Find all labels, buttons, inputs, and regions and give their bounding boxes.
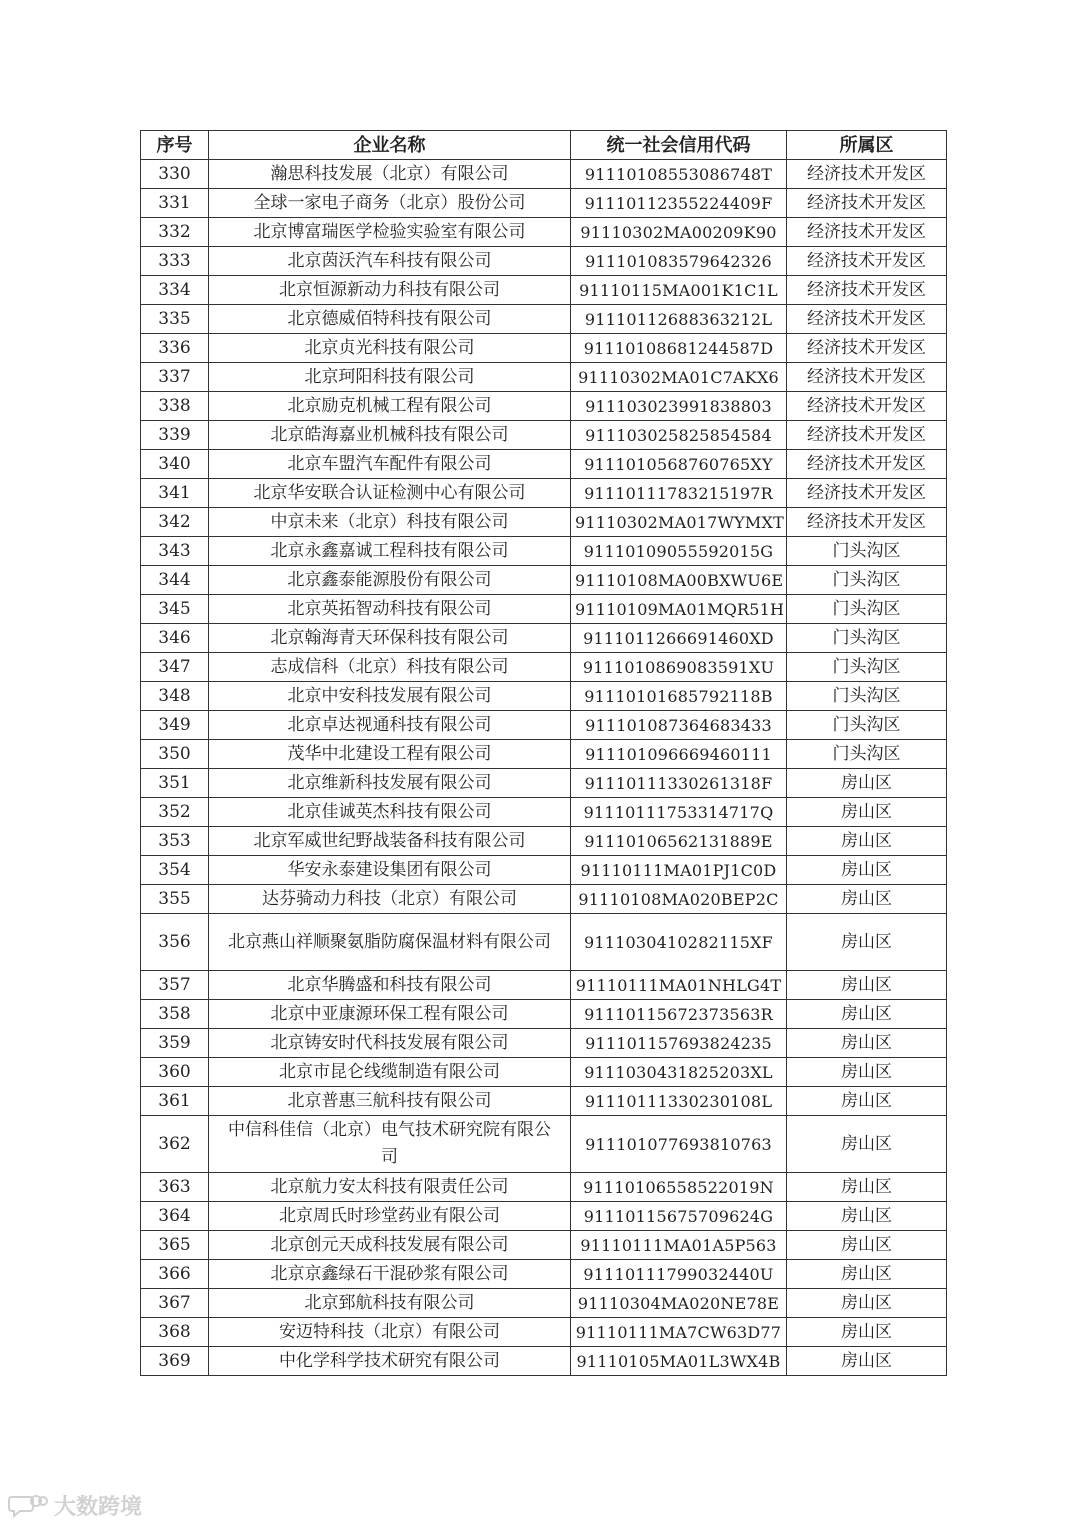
- cell-district: 门头沟区: [787, 653, 947, 682]
- cell-district: 经济技术开发区: [787, 218, 947, 247]
- table-row: [141, 914, 947, 971]
- cell-credit-code: 9111030431825203XL: [571, 1058, 787, 1087]
- cell-district: 经济技术开发区: [787, 160, 947, 189]
- table-row: [141, 798, 947, 827]
- cell-credit-code: 9111030410282115XF: [571, 914, 787, 971]
- header-district: 所属区: [787, 131, 947, 160]
- cell-district: 房山区: [787, 1318, 947, 1347]
- cell-serial: 331: [141, 189, 209, 218]
- cell-district: 门头沟区: [787, 740, 947, 769]
- cell-credit-code: 911101087364683433: [571, 711, 787, 740]
- table-row: [141, 595, 947, 624]
- cell-serial: 359: [141, 1029, 209, 1058]
- cell-serial: 346: [141, 624, 209, 653]
- cell-serial: 341: [141, 479, 209, 508]
- chat-bubble-logo-icon: [8, 1493, 48, 1519]
- table-row: [141, 1173, 947, 1202]
- cell-company-name: 北京华安联合认证检测中心有限公司: [209, 479, 571, 508]
- cell-district: 房山区: [787, 798, 947, 827]
- cell-credit-code: 91110111783215197R: [571, 479, 787, 508]
- cell-company-name: 北京茵沃汽车科技有限公司: [209, 247, 571, 276]
- cell-serial: 338: [141, 392, 209, 421]
- table-row: [141, 566, 947, 595]
- table-row: [141, 537, 947, 566]
- cell-company-name: 北京博富瑞医学检验实验室有限公司: [209, 218, 571, 247]
- cell-district: 经济技术开发区: [787, 479, 947, 508]
- cell-company-name: 北京翰海青天环保科技有限公司: [209, 624, 571, 653]
- cell-serial: 355: [141, 885, 209, 914]
- cell-company-name: 北京车盟汽车配件有限公司: [209, 450, 571, 479]
- cell-district: 房山区: [787, 1029, 947, 1058]
- cell-credit-code: 9111010869083591XU: [571, 653, 787, 682]
- table-row: [141, 1318, 947, 1347]
- cell-serial: 345: [141, 595, 209, 624]
- table-row: [141, 334, 947, 363]
- cell-company-name: 北京华腾盛和科技有限公司: [209, 971, 571, 1000]
- table-row: [141, 653, 947, 682]
- cell-serial: 356: [141, 914, 209, 971]
- table-row: [141, 769, 947, 798]
- cell-serial: 339: [141, 421, 209, 450]
- cell-company-name: 北京中安科技发展有限公司: [209, 682, 571, 711]
- table-header-row: [141, 131, 947, 160]
- table-row: [141, 421, 947, 450]
- cell-serial: 363: [141, 1173, 209, 1202]
- cell-company-name: 北京中亚康源环保工程有限公司: [209, 1000, 571, 1029]
- cell-serial: 344: [141, 566, 209, 595]
- cell-company-name: 北京普惠三航科技有限公司: [209, 1087, 571, 1116]
- cell-company-name: 北京皓海嘉业机械科技有限公司: [209, 421, 571, 450]
- cell-credit-code: 91110106562131889E: [571, 827, 787, 856]
- cell-district: 房山区: [787, 1347, 947, 1376]
- cell-credit-code: 91110115MA001K1C1L: [571, 276, 787, 305]
- cell-serial: 366: [141, 1260, 209, 1289]
- header-serial: 序号: [141, 131, 209, 160]
- cell-company-name: 北京英拓智动科技有限公司: [209, 595, 571, 624]
- table-row: [141, 218, 947, 247]
- cell-company-name: 安迈特科技（北京）有限公司: [209, 1318, 571, 1347]
- header-company-name: 企业名称: [209, 131, 571, 160]
- table-row: [141, 624, 947, 653]
- cell-serial: 335: [141, 305, 209, 334]
- cell-serial: 332: [141, 218, 209, 247]
- cell-credit-code: 91110115672373563R: [571, 1000, 787, 1029]
- cell-credit-code: 91110105MA01L3WX4B: [571, 1347, 787, 1376]
- cell-serial: 369: [141, 1347, 209, 1376]
- cell-company-name: 北京军威世纪野战装备科技有限公司: [209, 827, 571, 856]
- cell-company-name: 北京京鑫绿石干混砂浆有限公司: [209, 1260, 571, 1289]
- table-row: [141, 1347, 947, 1376]
- cell-district: 门头沟区: [787, 566, 947, 595]
- cell-serial: 348: [141, 682, 209, 711]
- cell-company-name: 北京鑫泰能源股份有限公司: [209, 566, 571, 595]
- cell-district: 门头沟区: [787, 711, 947, 740]
- table-row: [141, 450, 947, 479]
- cell-district: 房山区: [787, 856, 947, 885]
- cell-credit-code: 91110304MA020NE78E: [571, 1289, 787, 1318]
- cell-district: 门头沟区: [787, 682, 947, 711]
- table-row: [141, 1289, 947, 1318]
- cell-company-name: 北京佳诚英杰科技有限公司: [209, 798, 571, 827]
- cell-district: 房山区: [787, 1260, 947, 1289]
- cell-serial: 362: [141, 1116, 209, 1173]
- table-row: [141, 1202, 947, 1231]
- cell-credit-code: 911101077693810763: [571, 1116, 787, 1173]
- table-body: [141, 160, 947, 1376]
- table-row: [141, 885, 947, 914]
- table-row: [141, 479, 947, 508]
- cell-serial: 361: [141, 1087, 209, 1116]
- cell-credit-code: 9111010568760765XY: [571, 450, 787, 479]
- cell-serial: 364: [141, 1202, 209, 1231]
- cell-credit-code: 91110111753314717Q: [571, 798, 787, 827]
- cell-credit-code: 91110302MA00209K90: [571, 218, 787, 247]
- cell-district: 房山区: [787, 1087, 947, 1116]
- cell-serial: 330: [141, 160, 209, 189]
- cell-district: 房山区: [787, 769, 947, 798]
- table-row: [141, 508, 947, 537]
- cell-credit-code: 91110108MA00BXWU6E: [571, 566, 787, 595]
- cell-company-name: 北京卓达视通科技有限公司: [209, 711, 571, 740]
- cell-company-name: 北京德威佰特科技有限公司: [209, 305, 571, 334]
- cell-serial: 360: [141, 1058, 209, 1087]
- cell-district: 经济技术开发区: [787, 450, 947, 479]
- cell-company-name: 茂华中北建设工程有限公司: [209, 740, 571, 769]
- cell-serial: 336: [141, 334, 209, 363]
- cell-credit-code: 91110108681244587D: [571, 334, 787, 363]
- cell-credit-code: 91110302MA01C7AKX6: [571, 363, 787, 392]
- table-row: [141, 1116, 947, 1173]
- cell-district: 房山区: [787, 885, 947, 914]
- table-row: [141, 1087, 947, 1116]
- cell-serial: 343: [141, 537, 209, 566]
- cell-company-name: 北京永鑫嘉诚工程科技有限公司: [209, 537, 571, 566]
- table-row: [141, 971, 947, 1000]
- cell-company-name: 达芬骑动力科技（北京）有限公司: [209, 885, 571, 914]
- cell-company-name: 北京燕山祥顺聚氨脂防腐保温材料有限公司: [209, 914, 571, 971]
- cell-company-name: 志成信科（北京）科技有限公司: [209, 653, 571, 682]
- cell-district: 经济技术开发区: [787, 392, 947, 421]
- cell-company-name: 中信科佳信（北京）电气技术研究院有限公司: [209, 1116, 571, 1173]
- cell-company-name: 北京铸安时代科技发展有限公司: [209, 1029, 571, 1058]
- table-row: [141, 740, 947, 769]
- cell-district: 房山区: [787, 1231, 947, 1260]
- table-row: [141, 305, 947, 334]
- cell-serial: 358: [141, 1000, 209, 1029]
- cell-credit-code: 91110111799032440U: [571, 1260, 787, 1289]
- cell-credit-code: 91110111MA7CW63D77: [571, 1318, 787, 1347]
- cell-credit-code: 91110111MA01PJ1C0D: [571, 856, 787, 885]
- cell-credit-code: 91110111MA01A5P563: [571, 1231, 787, 1260]
- table-row: [141, 189, 947, 218]
- cell-credit-code: 91110108553086748T: [571, 160, 787, 189]
- cell-serial: 347: [141, 653, 209, 682]
- cell-district: 经济技术开发区: [787, 247, 947, 276]
- table-row: [141, 827, 947, 856]
- cell-district: 经济技术开发区: [787, 508, 947, 537]
- table-row: [141, 276, 947, 305]
- cell-serial: 368: [141, 1318, 209, 1347]
- cell-credit-code: 91110302MA017WYMXT: [571, 508, 787, 537]
- enterprise-table: [140, 130, 947, 1376]
- cell-serial: 337: [141, 363, 209, 392]
- cell-serial: 351: [141, 769, 209, 798]
- cell-credit-code: 911103023991838803: [571, 392, 787, 421]
- table-row: [141, 160, 947, 189]
- cell-district: 房山区: [787, 1116, 947, 1173]
- watermark: [8, 1490, 142, 1521]
- cell-credit-code: 911101157693824235: [571, 1029, 787, 1058]
- cell-credit-code: 91110106558522019N: [571, 1173, 787, 1202]
- cell-company-name: 北京航力安太科技有限责任公司: [209, 1173, 571, 1202]
- cell-company-name: 华安永泰建设集团有限公司: [209, 856, 571, 885]
- table-row: [141, 1000, 947, 1029]
- cell-credit-code: 91110115675709624G: [571, 1202, 787, 1231]
- table-row: [141, 711, 947, 740]
- table-row: [141, 363, 947, 392]
- cell-serial: 367: [141, 1289, 209, 1318]
- cell-company-name: 瀚思科技发展（北京）有限公司: [209, 160, 571, 189]
- cell-serial: 354: [141, 856, 209, 885]
- cell-credit-code: 91110112688363212L: [571, 305, 787, 334]
- cell-credit-code: 91110109055592015G: [571, 537, 787, 566]
- table-row: [141, 856, 947, 885]
- cell-company-name: 北京创元天成科技发展有限公司: [209, 1231, 571, 1260]
- cell-district: 门头沟区: [787, 537, 947, 566]
- cell-district: 房山区: [787, 914, 947, 971]
- cell-company-name: 北京珂阳科技有限公司: [209, 363, 571, 392]
- cell-credit-code: 911101096669460111: [571, 740, 787, 769]
- cell-serial: 352: [141, 798, 209, 827]
- cell-district: 房山区: [787, 1058, 947, 1087]
- cell-district: 经济技术开发区: [787, 334, 947, 363]
- table-row: [141, 247, 947, 276]
- cell-company-name: 中化学科学技术研究有限公司: [209, 1347, 571, 1376]
- cell-district: 经济技术开发区: [787, 305, 947, 334]
- cell-credit-code: 911103025825854584: [571, 421, 787, 450]
- cell-district: 房山区: [787, 1202, 947, 1231]
- cell-serial: 357: [141, 971, 209, 1000]
- cell-district: 门头沟区: [787, 595, 947, 624]
- cell-company-name: 北京恒源新动力科技有限公司: [209, 276, 571, 305]
- cell-serial: 349: [141, 711, 209, 740]
- cell-credit-code: 9111011266691460XD: [571, 624, 787, 653]
- cell-serial: 333: [141, 247, 209, 276]
- cell-district: 房山区: [787, 1289, 947, 1318]
- cell-credit-code: 91110111330230108L: [571, 1087, 787, 1116]
- cell-serial: 342: [141, 508, 209, 537]
- cell-company-name: 全球一家电子商务（北京）股份公司: [209, 189, 571, 218]
- cell-credit-code: 91110108MA020BEP2C: [571, 885, 787, 914]
- cell-district: 房山区: [787, 971, 947, 1000]
- cell-company-name: 北京郅航科技有限公司: [209, 1289, 571, 1318]
- table-row: [141, 1029, 947, 1058]
- cell-district: 经济技术开发区: [787, 363, 947, 392]
- cell-company-name: 北京市昆仑线缆制造有限公司: [209, 1058, 571, 1087]
- watermark-text: 大数跨境: [54, 1495, 143, 1520]
- cell-company-name: 北京周氏时珍堂药业有限公司: [209, 1202, 571, 1231]
- cell-credit-code: 91110111MA01NHLG4T: [571, 971, 787, 1000]
- cell-serial: 340: [141, 450, 209, 479]
- cell-credit-code: 91110111330261318F: [571, 769, 787, 798]
- cell-district: 门头沟区: [787, 624, 947, 653]
- cell-district: 房山区: [787, 827, 947, 856]
- cell-serial: 334: [141, 276, 209, 305]
- table-row: [141, 1231, 947, 1260]
- cell-district: 经济技术开发区: [787, 421, 947, 450]
- cell-company-name: 北京励克机械工程有限公司: [209, 392, 571, 421]
- header-credit-code: 统一社会信用代码: [571, 131, 787, 160]
- cell-credit-code: 911101083579642326: [571, 247, 787, 276]
- cell-serial: 365: [141, 1231, 209, 1260]
- cell-company-name: 北京贞光科技有限公司: [209, 334, 571, 363]
- cell-company-name: 中京未来（北京）科技有限公司: [209, 508, 571, 537]
- cell-serial: 350: [141, 740, 209, 769]
- table-row: [141, 1058, 947, 1087]
- table-row: [141, 1260, 947, 1289]
- table-row: [141, 392, 947, 421]
- cell-credit-code: 91110101685792118B: [571, 682, 787, 711]
- cell-district: 经济技术开发区: [787, 276, 947, 305]
- cell-credit-code: 91110112355224409F: [571, 189, 787, 218]
- cell-district: 经济技术开发区: [787, 189, 947, 218]
- cell-company-name: 北京维新科技发展有限公司: [209, 769, 571, 798]
- cell-district: 房山区: [787, 1000, 947, 1029]
- cell-credit-code: 91110109MA01MQR51H: [571, 595, 787, 624]
- cell-district: 房山区: [787, 1173, 947, 1202]
- table-row: [141, 682, 947, 711]
- cell-serial: 353: [141, 827, 209, 856]
